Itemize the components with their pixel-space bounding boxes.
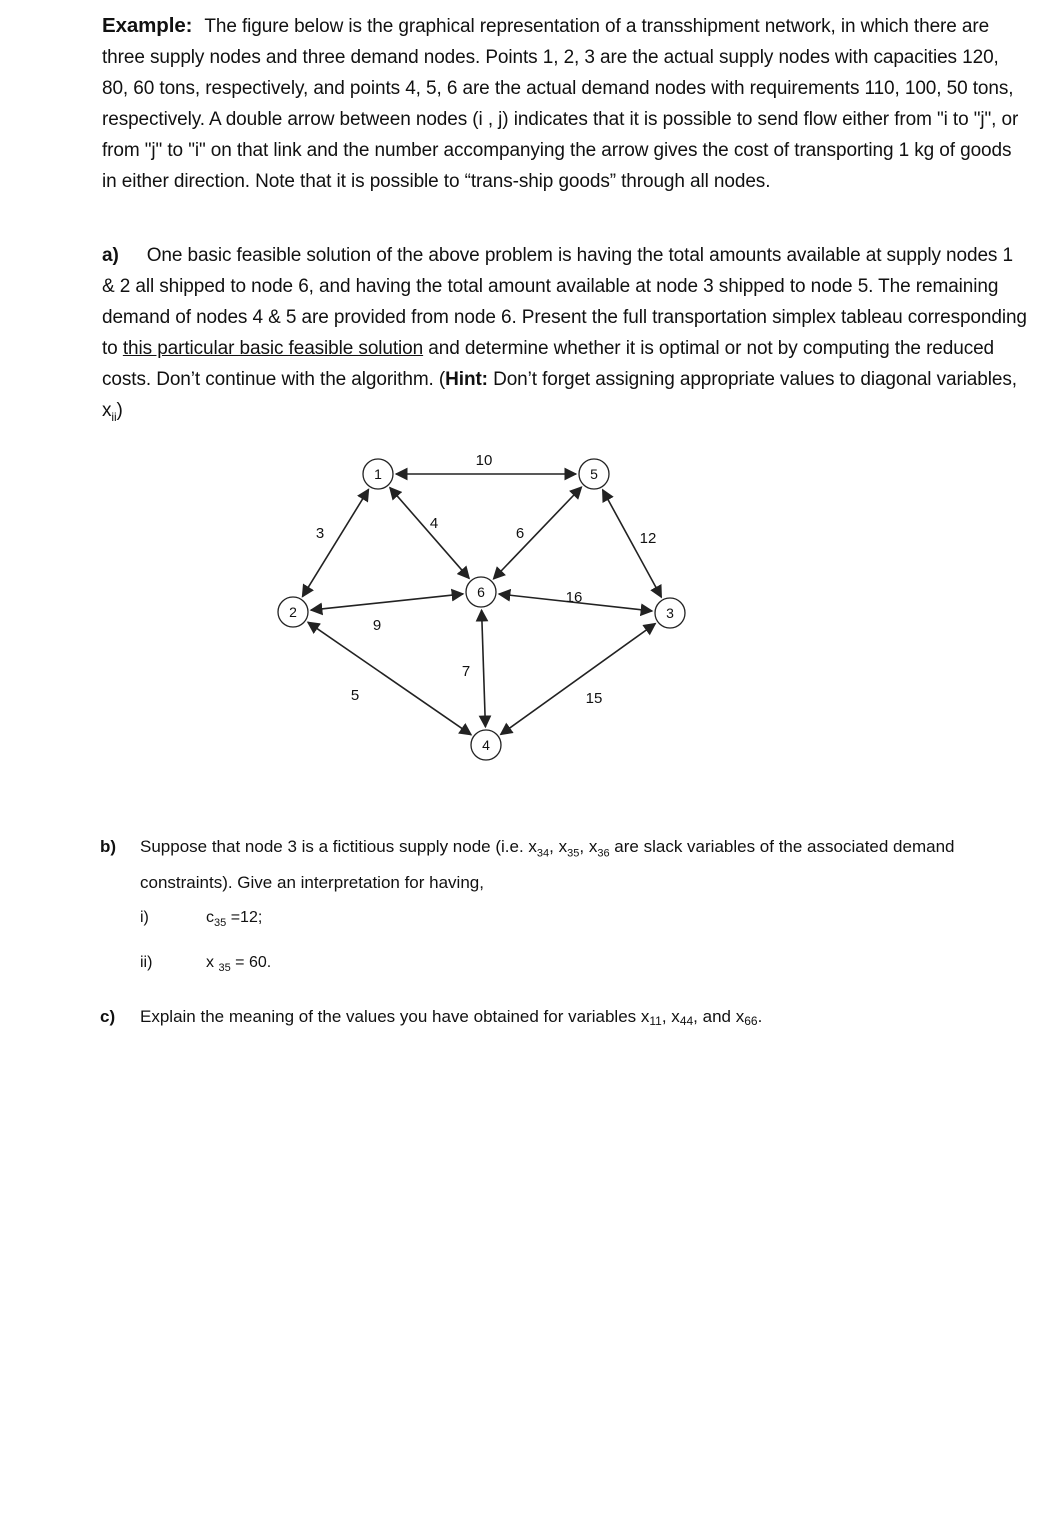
part-c-text [140,1002,1030,1036]
edge-1-2 [302,489,368,596]
edge-cost-6-3: 16 [565,589,583,606]
edge-cost-2-6: 9 [372,617,382,634]
item-i-value [206,909,262,929]
node-2-label: 2 [289,604,297,620]
node-6-label: 6 [477,584,485,600]
part-c-end: . [757,1007,763,1026]
node-5-label: 5 [590,466,598,482]
edge-2-4 [308,622,471,735]
edge-cost-5-6: 6 [515,525,525,542]
node-4 [471,730,501,760]
edge-cost-1-5: 10 [475,452,493,469]
intro-text: The figure below is the graphical representation of a transshipment network, in which there are three supply nodes and three demand nodes. Points 1, 2, 3 are the actual supply nodes with capacities 120, 80, 60 tons, respectively, and points 4, 5, 6 are the actual demand nodes with requirements 110, 100, 50 tons, respectively. A double arrow between nodes (i , j) indicates that it is possible to send flow either from "i to "j", or from "j" to "i" on that link and the number accompanying the arrow gives the cost of transporting 1 kg of goods in either direction. Note that it is possible to “trans-ship goods” through all nodes. [102,16,1019,192]
part-b-sep-1: , x [549,837,568,856]
part-a-text-1: One basic feasible solution of the above problem is having the total amounts available at supply nodes 1 & 2 all shipped to node 6, and having the total amount available at node 3 shipped to node 5. The remaining demand of nodes 4 & 5 are provided from node 6. Present the full transportation simplex tableau corresponding to [102,245,1027,359]
node-5 [579,459,609,489]
edge-cost-4-3: 15 [585,690,603,707]
part-b-sub-3: 36 [597,847,610,860]
part-c-sep-2: , and x [693,1007,745,1026]
item-ii-sub: 35 [218,962,231,975]
item-i-pre: c [206,909,214,926]
part-b-sub-1: 34 [536,847,550,860]
hint-label: Hint: [445,369,488,390]
part-a-label: a) [102,245,119,266]
part-b-text-1: Suppose that node 3 is a fictitious supply node (i.e. x [140,837,537,856]
part-b-sub-2: 35 [567,847,580,860]
part-a-text-3: Don’t forget assigning appropriate values to diagonal variables, x [102,369,1017,421]
edge-5-6 [493,487,581,579]
part-c-label: c) [100,1007,116,1026]
part-a-text-2: and determine whether it is optimal or not by computing the reduced costs. Don’t continue with the algorithm. ( [102,338,995,390]
node-1-label: 1 [374,466,382,482]
item-i-post: =12; [226,909,263,926]
part-c-sub-1: 11 [649,1014,662,1028]
item-i-sub: 35 [214,917,227,930]
part-a-underlined: this particular basic feasible solution [122,338,424,359]
node-3-label: 3 [666,605,674,621]
edge-cost-5-3: 12 [639,530,657,547]
item-ii-value [206,954,271,974]
edge-1-6 [390,488,469,579]
node-4-label: 4 [482,737,490,753]
node-6 [466,577,496,607]
edge-6-4 [482,610,486,727]
item-i-label: i) [140,909,149,926]
part-c-sub-3: 66 [744,1014,758,1028]
part-c-sub-2: 44 [679,1014,694,1028]
node-3 [655,598,685,628]
part-b-text-2: are slack variables of the associated demand constraints). Give an interpretation for having, [140,837,955,893]
item-ii-pre: x [206,954,219,971]
item-ii-label: ii) [140,954,153,971]
example-label: Example: [102,14,193,37]
part-c-text-1: Explain the meaning of the values you have obtained for variables x [140,1007,650,1026]
edge-cost-1-2: 3 [315,525,325,542]
part-a-text-4: ) [116,400,123,421]
node-2 [278,597,308,627]
edge-cost-1-6: 4 [429,515,439,532]
nodes-group [278,459,685,760]
part-b-text [140,832,1030,897]
edge-2-6 [311,594,463,610]
edge-4-3 [501,623,656,734]
item-ii-post: = 60. [230,954,272,971]
part-b-sep-2: , x [579,837,598,856]
edge-cost-6-4: 7 [461,663,471,680]
edge-cost-2-4: 5 [350,687,360,704]
part-b-label: b) [100,837,117,856]
node-1 [363,459,393,489]
part-a-sub: ii [111,409,117,424]
part-c-sep-1: , x [661,1007,680,1026]
